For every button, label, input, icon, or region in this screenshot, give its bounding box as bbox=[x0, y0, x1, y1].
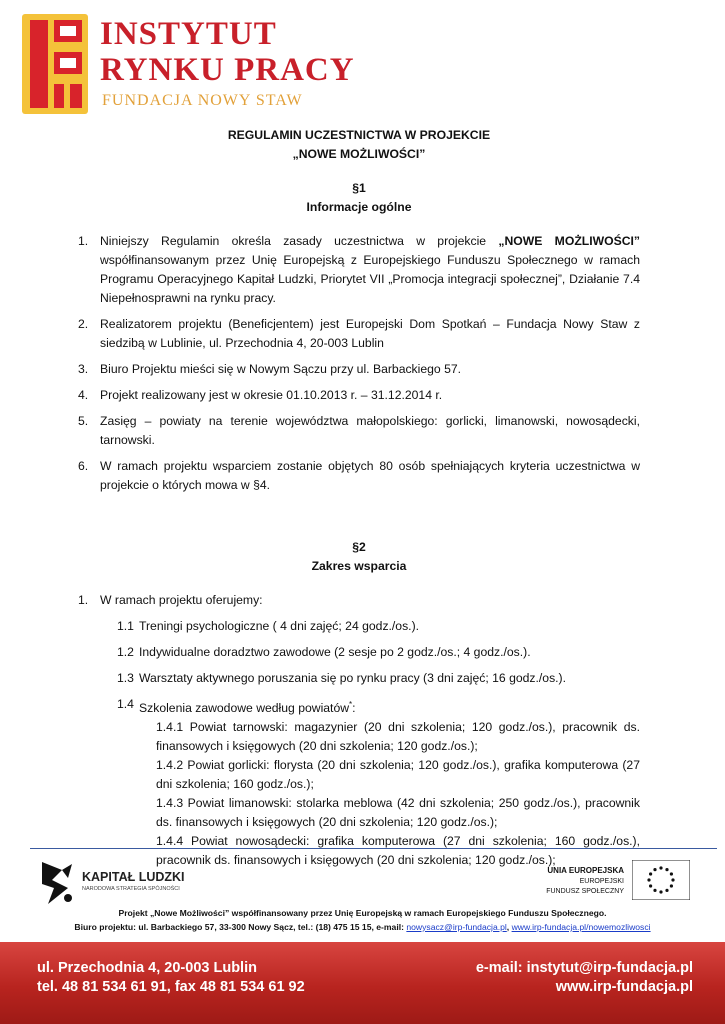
list-item-text: Realizatorem projektu (Beneficjentem) jest Europejski Dom Spotkań – Fundacja Nowy Staw z siedzibą w Lublinie, ul. Przechodnia 4, 20-003 Lublin bbox=[100, 317, 640, 350]
footnote-marker: * bbox=[349, 700, 353, 709]
kapital-ludzki-icon bbox=[38, 858, 78, 908]
logo-text-line3: FUNDACJA NOWY STAW bbox=[102, 92, 303, 109]
footer-divider bbox=[30, 848, 717, 849]
logo-text-line2: RYNKU PRACY bbox=[100, 52, 355, 88]
list-item-text: W ramach projektu oferujemy: bbox=[100, 593, 263, 607]
training-by-district: 1.4.4 Powiat nowosądecki: grafika komputerowa (27 dni szkolenia; 160 godz./os.), pracownik ds. finansowych i księgowych (20 dni szkolenia; 120 godz./os.); bbox=[156, 834, 640, 868]
eu-title: UNIA EUROPEJSKA bbox=[547, 866, 624, 875]
list-item-number: 3. bbox=[78, 362, 89, 376]
institute-phone: tel. 48 81 534 61 91, fax 48 81 534 61 92 bbox=[37, 979, 305, 995]
sub-item-text: Treningi psychologiczne ( 4 dni zajęć; 24 godz./os.). bbox=[139, 619, 420, 633]
sub-item-number: 1.1 bbox=[117, 619, 134, 633]
sub-item-text: Szkolenia zawodowe według powiatów bbox=[139, 701, 350, 716]
kapital-ludzki-title: KAPITAŁ LUDZKI bbox=[82, 870, 185, 884]
list-item-text: Niniejszy Regulamin określa zasady uczestnictwa w projekcie bbox=[100, 234, 499, 248]
list-item-number: 1. bbox=[78, 593, 89, 607]
eu-subtitle-2: FUNDUSZ SPOŁECZNY bbox=[546, 888, 624, 895]
sub-item-number: 1.3 bbox=[117, 671, 134, 685]
section-2-heading: Zakres wsparcia bbox=[311, 559, 407, 573]
kapital-ludzki-logo bbox=[38, 858, 198, 908]
list-item-number: 6. bbox=[78, 459, 89, 473]
sub-item bbox=[78, 617, 640, 636]
list-item-text: współfinansowanym przez Unię Europejską z Europejskiego Funduszu Społecznego w ramach Programu Operacyjnego Kapitał Ludzki, Priorytet VII „Promocja integracji społecznej”, Działanie 7.4 Niepełnosprawni na rynku pracy. bbox=[100, 253, 640, 305]
list-item bbox=[78, 315, 640, 353]
sub-item bbox=[78, 643, 640, 662]
section-1-list bbox=[78, 232, 640, 495]
list-item bbox=[78, 360, 640, 379]
list-item-text: Biuro Projektu mieści się w Nowym Sączu przy ul. Barbackiego 57. bbox=[100, 362, 462, 376]
sub-item-number: 1.4 bbox=[117, 697, 134, 711]
sub-item bbox=[78, 695, 640, 718]
regulation-document bbox=[78, 126, 640, 870]
institute-email[interactable]: e-mail: instytut@irp-fundacja.pl bbox=[475, 960, 693, 976]
institute-logo bbox=[20, 12, 355, 122]
eu-logo bbox=[520, 860, 690, 908]
list-item-number: 4. bbox=[78, 388, 89, 402]
separator: , bbox=[506, 922, 512, 932]
list-item bbox=[78, 591, 640, 610]
list-item-text: W ramach projektu wsparciem zostanie objętych 80 osób spełniających kryteria uczestnictwa w projekcie o których mowa w §4. bbox=[100, 459, 640, 492]
eu-flag-icon bbox=[632, 860, 690, 900]
list-item bbox=[78, 386, 640, 405]
list-item-text: Projekt realizowany jest w okresie 01.10.2013 r. – 31.12.2014 r. bbox=[100, 388, 443, 402]
sub-item-text: Warsztaty aktywnego poruszania się po rynku pracy (3 dni zajęć; 16 godz./os.). bbox=[139, 671, 566, 685]
list-item bbox=[78, 232, 640, 308]
list-item-number: 5. bbox=[78, 414, 89, 428]
list-item bbox=[78, 412, 640, 450]
institute-website[interactable]: www.irp-fundacja.pl bbox=[555, 979, 693, 995]
kapital-ludzki-subtitle: NARODOWA STRATEGIA SPÓJNOŚCI bbox=[82, 886, 180, 892]
funding-note: Projekt „Nowe Możliwości” współfinansowany przez Unię Europejską w ramach Europejskiego Funduszu Społecznego. bbox=[118, 908, 607, 918]
section-2-list bbox=[78, 591, 640, 610]
training-by-district: 1.4.3 Powiat limanowski: stolarka meblowa (42 dni szkolenia; 250 godz./os.), pracownik ds. finansowych i księgowych (20 dni szkolenia; 120 godz./os.); bbox=[156, 796, 640, 830]
project-name-inline: „NOWE MOŻLIWOŚCI” bbox=[498, 234, 640, 248]
project-name: „NOWE MOŻLIWOŚCI” bbox=[292, 147, 426, 161]
list-item-number: 1. bbox=[78, 234, 89, 248]
section-2-symbol: §2 bbox=[352, 540, 366, 554]
project-office-contact bbox=[0, 922, 725, 932]
list-item-number: 2. bbox=[78, 317, 89, 331]
section-1-heading: Informacje ogólne bbox=[306, 200, 412, 214]
institute-logo-icon bbox=[20, 12, 92, 120]
office-address: Biuro projektu: ul. Barbackiego 57, 33-300 Nowy Sącz, tel.: (18) 475 15 15, e-mail: bbox=[74, 922, 407, 932]
list-item bbox=[78, 457, 640, 495]
training-by-district: 1.4.2 Powiat gorlicki: florysta (20 dni szkolenia; 120 godz./os.), grafika komputerowa (27 dni szkolenia; 160 godz./os.); bbox=[156, 758, 640, 792]
institute-address: ul. Przechodnia 4, 20-003 Lublin bbox=[37, 960, 257, 976]
office-email-link[interactable]: nowysacz@irp-fundacja.pl bbox=[406, 922, 507, 932]
contact-bar bbox=[0, 942, 725, 1024]
list-item-text: Zasięg – powiaty na terenie województwa małopolskiego: gorlicki, limanowski, nowosądecki, tarnowski. bbox=[100, 414, 640, 447]
sub-item-text: Indywidualne doradztwo zawodowe (2 sesje po 2 godz./os.; 4 godz./os.). bbox=[139, 645, 531, 659]
project-website-link[interactable]: www.irp-fundacja.pl/nowemozliwosci bbox=[511, 922, 651, 932]
logo-text-line1: INSTYTUT bbox=[100, 16, 277, 52]
sub-item bbox=[78, 669, 640, 688]
section-1-symbol: §1 bbox=[352, 181, 366, 195]
training-by-district: 1.4.1 Powiat tarnowski: magazynier (20 dni szkolenia; 120 godz./os.), pracownik ds. finansowych i księgowych (20 dni szkolenia; 120 godz./os.); bbox=[156, 720, 640, 754]
sub-item-number: 1.2 bbox=[117, 645, 134, 659]
eu-subtitle-1: EUROPEJSKI bbox=[579, 878, 624, 885]
sub-item-suffix: : bbox=[352, 701, 356, 716]
document-title: REGULAMIN UCZESTNICTWA W PROJEKCIE bbox=[227, 128, 491, 142]
